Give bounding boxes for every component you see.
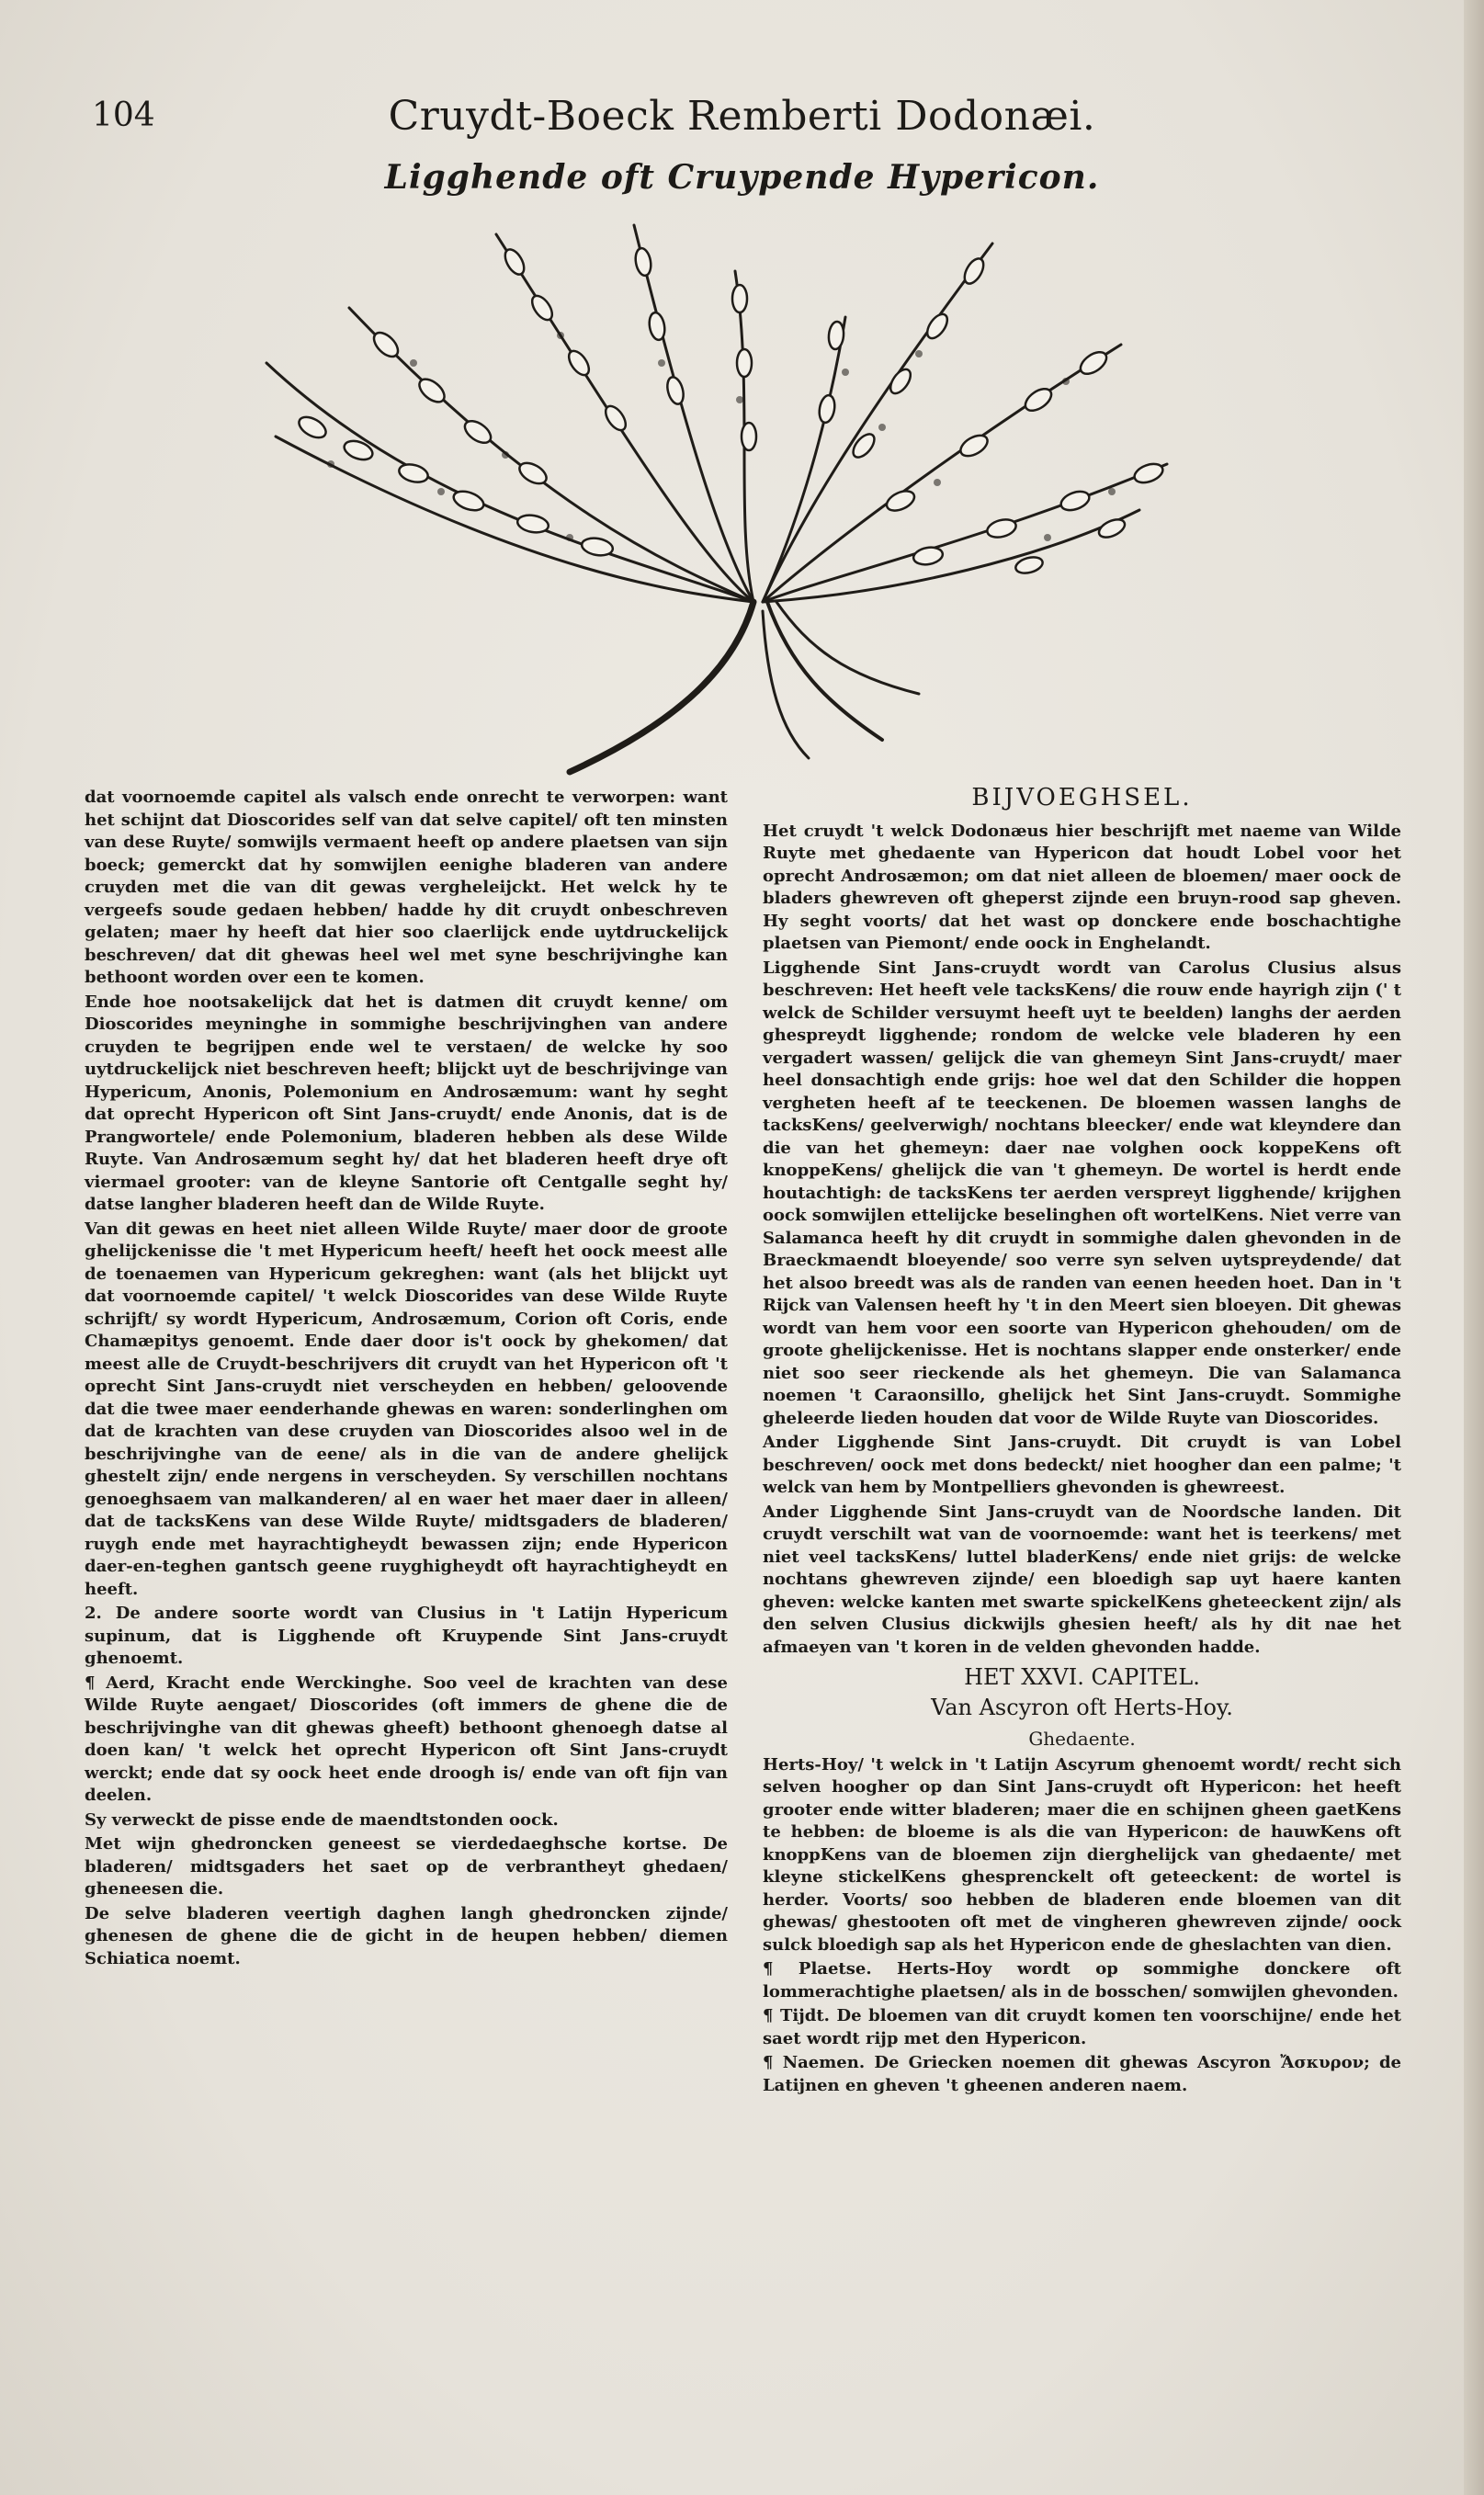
- left-text-column: [85, 787, 728, 1972]
- ghedaente-heading: Ghedaente.: [1028, 1728, 1136, 1750]
- page-header: [0, 87, 1484, 152]
- left-paragraph: De selve bladeren veertigh daghen langh ghedroncken zijnde/ ghenesen de ghene die de gicht in de heupen hebben/ diemen Schiatica noemt.: [85, 1903, 728, 1968]
- left-paragraph: dat voornoemde capitel als valsch ende onrecht te verworpen: want het schijnt dat Dioscorides self van dat selve capitel/ oft ten minsten van dese Ruyte/ somwijls vermaent heeft op andere plaetsen van sijn boeck; gemerckt dat hy somwijlen eenighe bladeren van andere cruyden met die van dit gewas vergheleijckt. Het welck hy te vergeefs soude gedaen hebben/ hadde hy dit cruydt onbeschreven gelaten; maer hy heeft dat hier soo claerlijck ende uytdruckelijck beschreven/ dat dit ghewas heel wel met syne beschrijvinghe kan bethoont worden over een te komen.: [85, 788, 728, 987]
- page-number: 104: [92, 96, 155, 134]
- chapter-title: Van Ascyron oft Herts-Hoy.: [931, 1694, 1233, 1720]
- chapter-paragraph: ¶ Tijdt. De bloemen van dit cruydt komen ten voorschijne/ ende het saet wordt rijp met den Hypericon.: [763, 2006, 1401, 2048]
- bijvoeghsel-paragraph: Ander Ligghende Sint Jans-cruydt. Dit cruydt is van Lobel beschreven/ oock met dons bedeckt/ niet hoogher dan een palme; 't welck van hem by Montpelliers ghevonden is ghewreest.: [763, 1433, 1401, 1497]
- left-paragraph: 2. De andere soorte wordt van Clusius in 't Latijn Hypericum supinum, dat is Ligghende oft Kruypende Sint Jans-cruydt ghenoemt.: [85, 1604, 728, 1668]
- page-edge: [1464, 0, 1484, 2495]
- chapter-paragraph: Herts-Hoy/ 't welck in 't Latijn Ascyrum ghenoemt wordt/ recht sich selven hoogher op dan Sint Jans-cruydt oft Hypericon: het heeft grooter ende witter bladeren; maer die en schijnen gheen gaetKens te hebben: de bloeme is als die van Hypericon: de hauwKens oft knoppKens van de bloemen zijn dierghelijck van ghedaente/ met kleyne stickelKens ghesprenckelt oft geteeckent: de wortel is herder. Voorts/ soo hebben de bladeren ende bloemen van dit ghewas/ ghestooten oft met de vingheren ghewreven zijnde/ oock sulck bloedigh sap als het Hypericon ende de gheslachten van dien.: [763, 1754, 1401, 1955]
- chapter-paragraph: ¶ Plaetse. Herts-Hoy wordt op sommighe donckere oft lommerachtighe plaetsen/ als in de bosschen/ somwijlen ghevonden.: [763, 1959, 1401, 2002]
- left-paragraph: ¶ Aerd, Kracht ende Werckinghe. Soo veel de krachten van dese Wilde Ruyte aengaet/ Dioscorides (oft immers de ghene die de beschrijvinghe van dit ghewas gheeft) bethoont ghenoegh datse al doen kan/ 't welck het oprecht Hypericon oft Sint Jans-cruydt werckt; ende dat sy oock heet ende droogh is/ ende van oft fijn van deelen.: [85, 1673, 728, 1805]
- bijvoeghsel-paragraph: Ligghende Sint Jans-cruydt wordt van Carolus Clusius alsus beschreven: Het heeft vele tacksKens/ die rouw ende hayrigh zijn (' t welck de Schilder versuymt heeft uyt te beelden) langhs der aerden ghespreydt ligghende; rondom de welcke vele bladeren hy een vergadert wassen/ gelijck die van ghemeyn Sint Jans-cruydt/ maer heel donsachtigh ende grijs: hoe wel dat den Schilder die hoppen vergheten heeft af te teeckenen. De bloemen wassen langhs de tacksKens/ geelverwigh/ nochtans bleecker/ ende wat kleyndere dan die van het ghemeyn: daer nae volghen oock koppeKens oft knoppeKens/ ghelijck die van 't ghemeyn. De wortel is herdt ende houtachtigh: de tacksKens ter aerden verspreyt ligghende/ krijghen oock somwijlen ettelijcke beselinghen oft wortelKens. Niet verre van Salamanca heeft hy dit cruydt in sommighe dalen ghevonden in de Braeckmaendt bloeyende/ soo verre syn selven uytspreydende/ dat het alsoo breedt was als de randen van eenen heeden hoet. Dan in 't Rijck van Valensen heeft hy 't in den Meert sien bloeyen. Dit ghewas wordt van hem voor een soorte van Hypericon ghehouden/ om de groote ghelijckenisse. Het is nochtans slapper ende onsterker/ ende niet soo seer rieckende als het ghemeyn. Die van Salamanca noemen 't Caraonsillo, ghelijck het Sint Jans-cruydt. Sommighe gheleerde lieden houden dat voor de Wilde Ruyte van Dioscorides.: [763, 958, 1401, 1428]
- bijvoeghsel-paragraph: Ander Ligghende Sint Jans-cruydt van de Noordsche landen. Dit cruydt verschilt wat van de voornoemde: want het is teerkens/ met niet veel tacksKens/ luttel bladerKens/ ende niet grijs: de welcke nochtans ghewreven zijnde/ een bloedigh sap uyt haere kanten gheven: welcke kanten met swarte spickelKens gheteeckent zijn/ als den selven Clusius dickwijls ghesien heeft/ als hy dit nae het afmaeyen van 't koren in de velden ghevonden hadde.: [763, 1502, 1401, 1657]
- chapter-heading: HET XXVI. CAPITEL.: [964, 1664, 1200, 1690]
- running-title: Cruydt-Boeck Remberti Dodonæi.: [388, 93, 1096, 140]
- right-text-column: [763, 784, 1401, 2099]
- left-paragraph: Ende hoe nootsakelijck dat het is datmen dit cruydt kenne/ om Dioscorides meyninghe in sommighe beschrijvinghen van andere cruyden te begrijpen ende wel te verstaen/ de welcke hy soo uytdruckelijck niet beschreven heeft; blijckt uyt de beschrijvinge van Hypericum, Anonis, Polemonium en Androsæmum: want hy seght dat oprecht Hypericon oft Sint Jans-cruydt/ ende Anonis, dat is de Prangwortele/ ende Polemonium, bladeren hebben als dese Wilde Ruyte. Van Androsæmum seght hy/ dat het bladeren heeft drye oft viermael grooter: van de kleyne Santorie oft Centgalle seght hy/ datse langher bladeren heeft dan de Wilde Ruyte.: [85, 992, 728, 1214]
- left-paragraph: Van dit gewas en heet niet alleen Wilde Ruyte/ maer door de groote ghelijckenisse die 't met Hypericum heeft/ heeft het oock meest alle de toenaemen van Hypericum gekreghen: want (als het blijckt uyt dat voornoemde capitel/ 't welck Dioscorides van dese Wilde Ruyte schrijft/ sy wordt Hypericum, Androsæmum, Corion oft Coris, ende Chamæpitys genoemt. Ende daer door is't oock by ghekomen/ dat meest alle de Cruydt-beschrijvers dit cruydt van het Hypericon oft 't oprecht Sint Jans-cruydt niet verscheyden en hebben/ geloovende dat die twee maer eenderhande ghewas en waren: sonderlinghen om dat de krachten van dese cruyden van Dioscorides alsoo wel in de beschrijvinghe van de eene/ als in die van de andere ghelijck ghestelt zijn/ ende nergens in verscheyden. Sy verschillen nochtans genoeghsaem van malkanderen/ al en waer het maer daer in alleen/ dat de tacksKens van dese Wilde Ruyte/ midtsgaders de bladeren/ ruygh ende met hayrachtigheydt bewassen zijn; ende Hypericon daer-en-teghen gantsch geene ruyghigheydt oft hayrachtigheydt en heeft.: [85, 1219, 728, 1599]
- plant-woodcut-illustration: [239, 207, 1204, 786]
- left-paragraph: Sy verweckt de pisse ende de maendtstonden oock.: [85, 1809, 559, 1830]
- bijvoeghsel-heading: BIJVOEGHSEL.: [971, 784, 1193, 811]
- left-paragraph: Met wijn ghedroncken geneest se vierdedaeghsche kortse. De bladeren/ midtsgaders het saet op de verbrantheyt ghedaen/ gheneesen die.: [85, 1834, 728, 1899]
- plant-title: Ligghende oft Cruypende Hypericon.: [384, 158, 1100, 197]
- chapter-paragraph: ¶ Naemen. De Griecken noemen dit ghewas Ascyron Ἄσκυρον; de Latijnen en gheven 't gheenen anderen naem.: [763, 2053, 1401, 2095]
- bijvoeghsel-paragraph: Het cruydt 't welck Dodonæus hier beschrijft met naeme van Wilde Ruyte met ghedaente van Hypericon dat houdt Lobel voor het oprecht Androsæmon; om dat niet alleen de bloemen/ maer oock de bladers ghewreven oft gheperst zijnde een bruyn-rood sap gheven. Hy seght voorts/ dat het wast op donckere ende boschachtighe plaetsen van Piemont/ ende oock in Enghelandt.: [763, 821, 1401, 953]
